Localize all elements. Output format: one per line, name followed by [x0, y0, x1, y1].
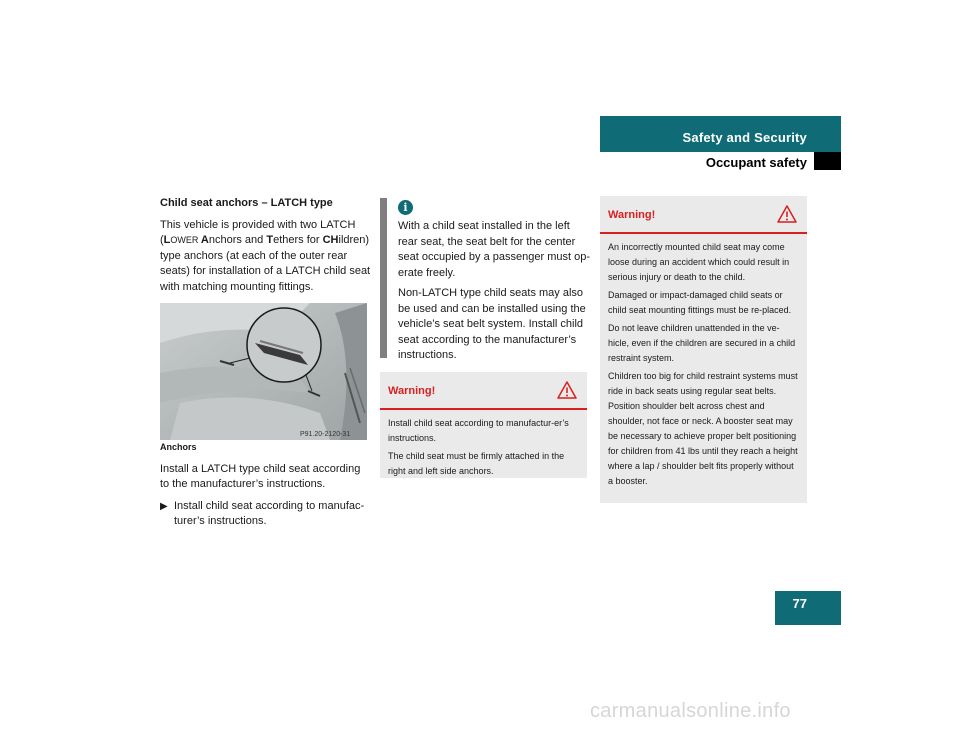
warning-box-1	[380, 372, 587, 478]
warning2-paragraph: An incorrectly mounted child seat may come loose during an accident which could result in serious injury or death to the child.	[608, 242, 790, 282]
info-sidebar-bar	[380, 198, 387, 358]
left-column	[160, 196, 372, 530]
warning2-paragraph: Children too big for child restraint systems must ride in back seats using regular seat belts. Position shoulder belt across chest and shoulder, not face or neck. A booster seat may be necessary to achieve proper belt positioning for children from 41 lbs until they reach a height where a lap / shoulder belt fits properly without a booster.	[608, 371, 798, 486]
warning1-paragraph: Install child seat according to manufactur-er’s instructions.	[388, 418, 569, 443]
info-paragraph-1: With a child seat installed in the left rear seat, the seat belt for the center seat occupied by a passenger must op-erate freely.	[398, 220, 591, 279]
intro-paragraph: This vehicle is provided with two LATCH (LOWER Anchors and Tethers for CHildren) type anchors (at each of the outer rear seats) for installation of a LATCH child seat with matching mounting fittings.	[160, 218, 371, 293]
info-paragraph-2: Non-LATCH type child seats may also be used and can be installed using the vehicle’s seat belt system. Install child seat according to the manufacturer’s instructions.	[398, 287, 586, 361]
warning2-paragraph: Do not leave children unattended in the ve-hicle, even if the children are secured in a child restraint system.	[608, 323, 796, 363]
warning-title: Warning!	[388, 385, 436, 397]
bullet-text: Install child seat according to manufac-turer’s instructions.	[174, 499, 365, 527]
subsection-header	[600, 152, 841, 174]
warning-title: Warning!	[608, 209, 656, 221]
warning2-paragraph: Damaged or impact-damaged child seats or child seat mounting fittings must be re-placed.	[608, 290, 792, 315]
bullet-arrow-icon: ▶	[160, 500, 168, 512]
subsection-title: Occupant safety	[705, 155, 807, 170]
photo-caption: Anchors	[160, 442, 197, 452]
bullet-item	[160, 499, 372, 530]
article-title: Child seat anchors – LATCH type	[160, 197, 333, 209]
install-paragraph: Install a LATCH type child seat according to the manufacturer’s instructions.	[160, 462, 361, 490]
warning-box-2	[600, 196, 807, 503]
anchors-photo-illustration	[160, 303, 367, 440]
warning-triangle-icon	[557, 380, 577, 400]
watermark: carmanualsonline.info	[590, 700, 791, 722]
warning-triangle-icon	[777, 204, 797, 224]
page-number: 77	[792, 596, 807, 611]
anchors-photo	[160, 303, 367, 440]
section-header-tab	[600, 116, 841, 152]
warning1-paragraph: The child seat must be firmly attached in the right and left side anchors.	[388, 451, 565, 476]
page-number-box	[775, 591, 841, 625]
section-title: Safety and Security	[682, 130, 807, 145]
subsection-marker	[814, 152, 841, 170]
info-icon: i	[398, 200, 413, 215]
info-note	[398, 200, 590, 369]
photo-code: P91.20-2120-31	[300, 431, 351, 438]
